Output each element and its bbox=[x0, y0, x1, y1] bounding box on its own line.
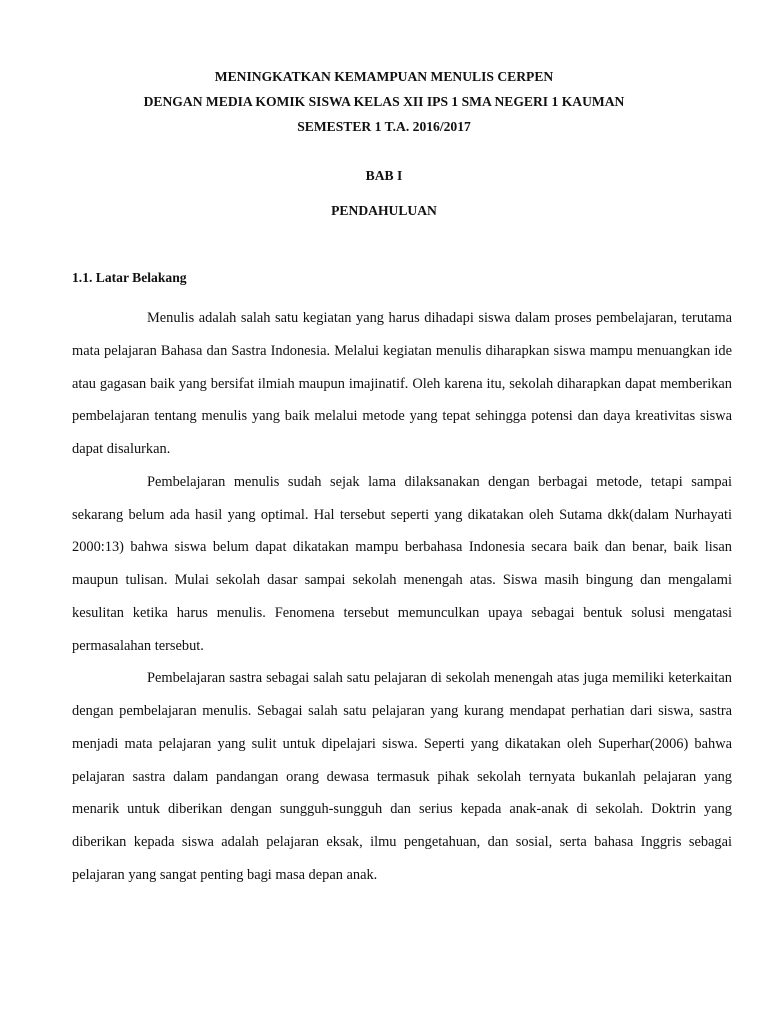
title-line-1: MENINGKATKAN KEMAMPUAN MENULIS CERPEN bbox=[214, 69, 554, 84]
chapter-number: BAB I bbox=[365, 168, 403, 183]
title-line-2: DENGAN MEDIA KOMIK SISWA KELAS XII IPS 1 SMA NEGERI 1 KAUMAN bbox=[143, 94, 625, 109]
paragraph-3: Pembelajaran sastra sebagai salah satu pelajaran di sekolah menengah atas juga memiliki keterkaitan dengan pembelajaran menulis. Sebagai salah satu pelajaran yang kurang mendapat perhatian dari siswa, sastra menjadi mata pelajaran yang sulit untuk dipelajari siswa. Seperti yang dikatakan oleh Superhar(2006) bahwa pelajaran sastra dalam pandangan orang dewasa termasuk pihak sekolah ternyata bukanlah pelajaran yang menarik untuk diberikan dengan sungguh-sungguh dan serius kepada anak-anak di sekolah. Doktrin yang diberikan kepada siswa adalah pelajaran eksak, ilmu pengetahuan, dan sosial, serta bahasa Inggris sebagai pelajaran yang sangat penting bagi masa depan anak. bbox=[72, 670, 732, 883]
document-title bbox=[40, 64, 728, 139]
body-text bbox=[72, 302, 732, 892]
chapter-title: PENDAHULUAN bbox=[331, 203, 437, 218]
paragraph-2: Pembelajaran menulis sudah sejak lama dilaksanakan dengan berbagai metode, tetapi sampai sekarang belum ada hasil yang optimal. Hal tersebut seperti yang dikatakan oleh Sutama dkk(dalam Nurhayati 2000:13) bahwa siswa belum dapat dikatakan mampu berbahasa Indonesia secara baik dan benar, baik lisan maupun tulisan. Mulai sekolah dasar sampai sekolah menengah atas. Siswa masih bingung dan mengalami kesulitan ketika harus menulis. Fenomena tersebut memunculkan upaya sebagai bentuk solusi mengatasi permasalahan tersebut. bbox=[72, 473, 732, 654]
paragraph-1: Menulis adalah salah satu kegiatan yang harus dihadapi siswa dalam proses pembelajaran, terutama mata pelajaran Bahasa dan Sastra Indonesia. Melalui kegiatan menulis diharapkan siswa mampu menuangkan ide atau gagasan baik yang bersifat ilmiah maupun imajinatif. Oleh karena itu, sekolah diharapkan dapat memberikan pembelajaran tentang menulis yang baik melalui metode yang tepat sehingga potensi dan daya kreativitas siswa dapat disalurkan. bbox=[72, 310, 732, 457]
title-line-3: SEMESTER 1 T.A. 2016/2017 bbox=[297, 119, 471, 134]
section-heading: 1.1. Latar Belakang bbox=[72, 270, 187, 285]
